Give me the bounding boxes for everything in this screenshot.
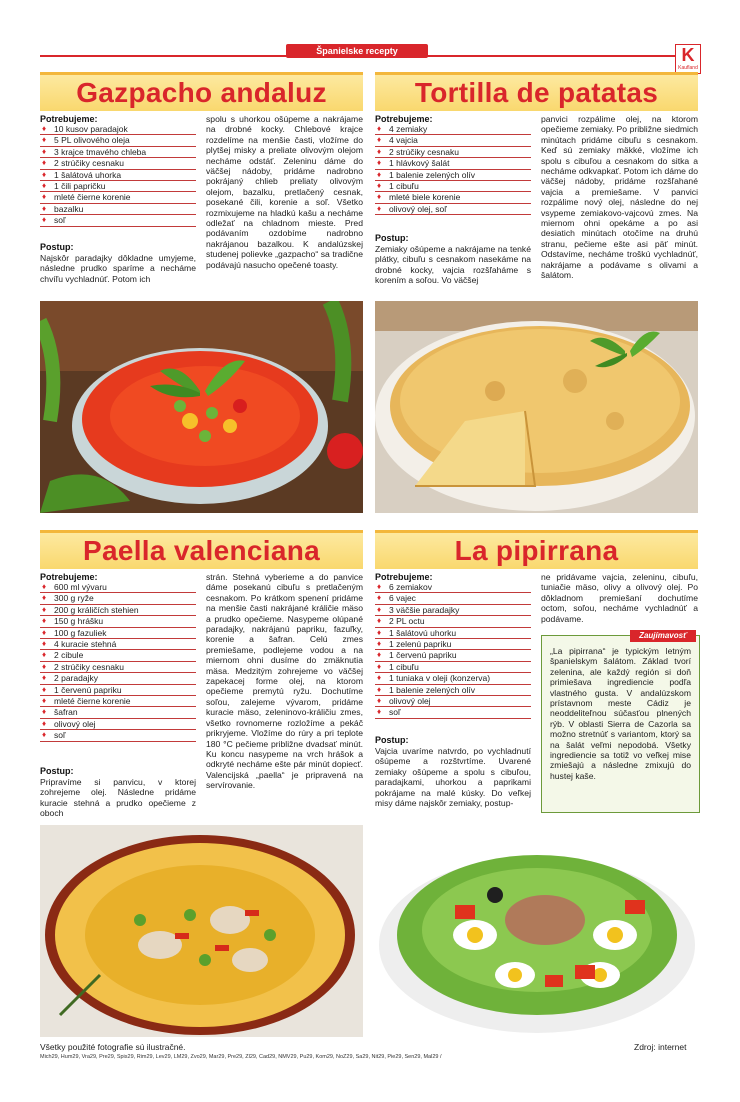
ingredient-item: ♦ 4 zemiaky: [375, 124, 531, 135]
ingredient-item: ♦ šafran: [40, 707, 196, 718]
pipirrana-title-bar: [375, 530, 698, 569]
paella-method-right: strán. Stehná vyberieme a do panvice dáme posekanú cibuľu s pretlačeným cesnakom. Po krátkom spenení pridáme na menšie časti nakrájané králičie mäso a prudko opečieme. Nasypeme olúpané paradajky, nakrájanú papriku, fazuľky, korenie a šafran. Celú zmes premiešame, podlejeme vodou a na miernom ohni dusíme do zmäknutia mäsa. Medzitým zohrejeme vo väčšej zapekacej forme olej, na ktorom opečieme premytú ryžu. Dochutíme soľou, zalejeme vývarom, pridáme kuracie mäso, zeleninovo-králičiu zmes, všetko rovnomerne rozložíme a pekáč prikryjeme. Vložíme do rúry a pri teplote 180 °C pečieme približne dvadsať minút. Ku koncu nasypeme na vrch hrášok a odkryté necháme ešte pár minút dopiecť. Valencijská „paella“ je pripravená na servírovanie.: [206, 572, 363, 791]
tortilla-ingredients: [375, 124, 531, 215]
gazpacho-ingredients: [40, 124, 196, 227]
ingredient-item: ♦ 150 g hrášku: [40, 616, 196, 627]
ingredient-item: ♦ 5 PL olivového oleja: [40, 135, 196, 146]
ingredient-item: ♦ 1 šalátovú uhorku: [375, 628, 531, 639]
logo-text: Kaufland: [678, 65, 698, 71]
ingredient-item: ♦ 1 cibuľu: [375, 662, 531, 673]
gazpacho-title-bar: [40, 72, 363, 111]
ingredient-item: ♦ 2 paradajky: [40, 673, 196, 684]
pipirrana-ingredients-label: Potrebujeme:: [375, 572, 433, 582]
ingredient-item: ♦ 2 cibule: [40, 650, 196, 661]
photo-note: Všetky použité fotografie sú ilustračné.: [40, 1042, 186, 1052]
ingredient-item: ♦ 1 tuniaka v oleji (konzerva): [375, 673, 531, 684]
ingredient-item: ♦ 1 cibuľu: [375, 181, 531, 192]
ingredient-item: ♦ 2 strúčiky cesnaku: [40, 662, 196, 673]
pipirrana-method-label: Postup:: [375, 735, 409, 745]
pipirrana-method-right: ne pridávame vajcia, zeleninu, cibuľu, tuniačie mäso, olivy a olivový olej. Po dôkladnom premiešaní dochutíme octom, soľou, necháme vychladnúť a podávame.: [541, 572, 698, 624]
ingredient-item: ♦ 100 g fazuliek: [40, 628, 196, 639]
ingredient-item: ♦ 2 PL octu: [375, 616, 531, 627]
ingredient-item: ♦ 200 g králičích stehien: [40, 605, 196, 616]
paella-title: Paella valenciana: [82, 535, 321, 566]
ingredient-item: ♦ 600 ml vývaru: [40, 582, 196, 593]
tortilla-method-label: Postup:: [375, 233, 409, 243]
ingredient-item: ♦ mleté čierne korenie: [40, 696, 196, 707]
paella-photo: [40, 825, 363, 1037]
ingredient-item: ♦ 1 červenú papriku: [40, 685, 196, 696]
ingredient-item: ♦ 1 červenú papriku: [375, 650, 531, 661]
ingredient-item: ♦ olivový olej: [40, 719, 196, 730]
gazpacho-title: Gazpacho andaluz: [76, 77, 327, 108]
pipirrana-title: La pipirrana: [454, 535, 619, 566]
ingredient-item: ♦ 1 balenie zelených olív: [375, 685, 531, 696]
gazpacho-method-label: Postup:: [40, 242, 74, 252]
ingredient-item: ♦ soľ: [40, 730, 196, 741]
ingredient-item: ♦ olivový olej, soľ: [375, 204, 531, 215]
logo-letter: K: [681, 45, 695, 65]
ingredient-item: ♦ 6 zemiakov: [375, 582, 531, 593]
ingredient-item: ♦ 1 balenie zelených olív: [375, 170, 531, 181]
ingredient-item: ♦ 2 strúčiky cesnaku: [40, 158, 196, 169]
zaujimavost-text: „La pipirrana“ je typickým letným španielskym šalátom. Základ tvorí zelenina, ale každý región si doň primiešava ingrediencie podľa vlastného gusta. V andalúzskom prístavnom meste Cádiz je neoddeliteľnou súčasťou plnených rýb. V oblasti Sierra de Cazorla sa možno stretnúť s variantom, ktorý sa na šalát veľmi nepodobá. Všetky ingrediencie sa totiž vo veľkej mise zmiešajú a následne zmixujú do hustej kaše.: [550, 646, 691, 781]
ingredient-item: ♦ mleté biele korenie: [375, 192, 531, 203]
gazpacho-method-right: spolu s uhorkou ošúpeme a nakrájame na drobné kocky. Chlebové krajce rozdelíme na menšie časti, vložíme do plytšej misky a preliate olivovým olejom necháme odstáť. Zeleninu dáme do väčšej nádoby, pridáme nadrobno pokrájaný chlieb preliaty olivovým olejom, bazalku, pretlačený cesnak, posekané čili, korenie a soľ. Všetko rozmixujeme na hladkú kašu a necháme odležať na chladnom mieste. Pred podávaním ozdobíme nadrobno nakrájanou bazalkou. K andalúzskej studenej polievke „gazpacho“ sa tradične podávajú nasucho opečené toasty.: [206, 114, 363, 270]
ingredient-item: ♦ 1 hlávkový šalát: [375, 158, 531, 169]
tortilla-title: Tortilla de patatas: [414, 77, 659, 108]
kaufland-logo: [675, 44, 701, 74]
section-tab: Španielske recepty: [286, 44, 428, 58]
pipirrana-ingredients: [375, 582, 531, 719]
ingredient-item: ♦ bazalku: [40, 204, 196, 215]
ingredient-item: ♦ 1 zelenú papriku: [375, 639, 531, 650]
paella-method-label: Postup:: [40, 766, 74, 776]
tortilla-title-bar: [375, 72, 698, 111]
ingredient-item: ♦ mleté čierne korenie: [40, 192, 196, 203]
ingredient-item: ♦ 2 strúčiky cesnaku: [375, 147, 531, 158]
ingredient-item: ♦ soľ: [40, 215, 196, 226]
source-note: Zdroj: internet: [634, 1042, 687, 1052]
ingredient-item: ♦ 3 väčšie paradajky: [375, 605, 531, 616]
paella-method-left: Pripravíme si panvicu, v ktorej zohrejeme olej. Následne pridáme kuracie stehná a prudko opečieme z oboch: [40, 777, 196, 819]
ingredient-item: ♦ 10 kusov paradajok: [40, 124, 196, 135]
zaujimavost-box: [541, 631, 700, 813]
zaujimavost-tag: Zaujímavosť: [630, 630, 696, 642]
pipirrana-photo: [375, 825, 698, 1037]
paella-ingredients-label: Potrebujeme:: [40, 572, 98, 582]
tortilla-method-right: panvici rozpálime olej, na ktorom opečieme zemiaky. Po približne siedmich minútach pridáme cibuľu s cesnakom. Keď sú zemiaky mäkké, vložíme ich spolu s cibuľou a cesnakom do sitka a necháme odkvapkať. Potom ich dáme do väčšej nádoby, pridáme rozšľahané vajcia a premiešame. V panvici rozpálime nový olej, následne do nej vsypeme zemiakovo-vajcovú zmes. Na miernom ohni opekáme a po asi desiatich minútach otočíme na druhú stranu, pečieme ešte asi päť minút. Odstavíme, necháme troškú vychladnúť, nakrájame a podávame s olivami a šalátom.: [541, 114, 698, 281]
gazpacho-ingredients-label: Potrebujeme:: [40, 114, 98, 124]
ingredient-item: ♦ 4 kuracie stehná: [40, 639, 196, 650]
ingredient-item: ♦ 1 šalátová uhorka: [40, 170, 196, 181]
paella-title-bar: [40, 530, 363, 569]
tortilla-method-left: Zemiaky ošúpeme a nakrájame na tenké plátky, cibuľu s cesnakom nasekáme na drobné kocky, vajcia rozšľaháme s korením a soľou. Vo väčšej: [375, 244, 531, 286]
paella-ingredients: [40, 582, 196, 742]
footer-codes: Mich29, Hum29, Vra29, Pre29, Spis29, Rim29, Lev29, LM29, Zvo29, Mar29, Pre29, Zl29, Cad29, NMV29, Pu29, Kom29, NoZ29, Sa29, Nit29, Pie29, Sen29, Mal29 /: [40, 1054, 442, 1060]
tortilla-ingredients-label: Potrebujeme:: [375, 114, 433, 124]
gazpacho-method-left: Najskôr paradajky dôkladne umyjeme, následne prudko sparíme a necháme chvíľu vychladnúť. Potom ich: [40, 253, 196, 284]
ingredient-item: ♦ olivový olej: [375, 696, 531, 707]
ingredient-item: ♦ 300 g ryže: [40, 593, 196, 604]
tortilla-photo: [375, 301, 698, 513]
ingredient-item: ♦ 6 vajec: [375, 593, 531, 604]
ingredient-item: ♦ soľ: [375, 707, 531, 718]
ingredient-item: ♦ 1 čili papričku: [40, 181, 196, 192]
gazpacho-photo: [40, 301, 363, 513]
ingredient-item: ♦ 4 vajcia: [375, 135, 531, 146]
pipirrana-method-left: Vajcia uvaríme natvrdo, po vychladnutí ošúpeme a rozštvrtíme. Uvarené zemiaky ošúpeme a spolu s cibuľou, paradajkami, uhorkou a paprikami pokrájame na malé kúsky. Do veľkej misy dáme najskôr zemiaky, postup-: [375, 746, 531, 809]
ingredient-item: ♦ 3 krajce tmavého chleba: [40, 147, 196, 158]
